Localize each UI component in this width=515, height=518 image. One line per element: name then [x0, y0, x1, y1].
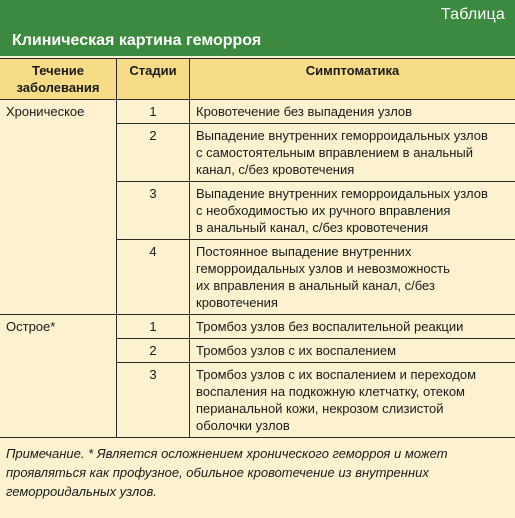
- stage-cell: 4: [117, 240, 190, 315]
- stage-cell: 2: [117, 124, 190, 182]
- table-footnote: Примечание. * Является осложнением хронического геморроя и может проявляться как профузное, обильное кровотечение из внутренних геморроидальных узлов.: [0, 438, 515, 506]
- table-title: Клиническая картина геморроя: [12, 32, 262, 49]
- column-header-symptoms: Симптоматика: [190, 59, 515, 100]
- table-label: Таблица: [440, 6, 505, 23]
- note-row: [0, 438, 515, 506]
- stage-cell: 3: [117, 182, 190, 240]
- symptoms-cell: Постоянное выпадение внутренних геморроидальных узлов и невозможность их вправления в анальный канал, с/без кровотечения: [190, 240, 515, 315]
- symptoms-cell: Тромбоз узлов с их воспалением: [190, 339, 515, 363]
- stage-cell: 1: [117, 315, 190, 339]
- course-acute: Острое*: [0, 315, 117, 438]
- course-chronic: Хроническое: [0, 100, 117, 315]
- hemorrhoid-clinical-table: [0, 58, 515, 505]
- stage-cell: 2: [117, 339, 190, 363]
- table-header-bar: [0, 0, 515, 56]
- column-header-row: [0, 59, 515, 100]
- symptoms-cell: Тромбоз узлов с их воспалением и переходом воспаления на подкожную клетчатку, отеком перианальной кожи, некрозом слизистой оболочки узлов: [190, 363, 515, 438]
- symptoms-cell: Выпадение внутренних геморроидальных узлов с необходимостью их ручного вправления в анальный канал, с/без кровотечения: [190, 182, 515, 240]
- table-row: [0, 100, 515, 124]
- symptoms-cell: Тромбоз узлов без воспалительной реакции: [190, 315, 515, 339]
- symptoms-cell: Кровотечение без выпадения узлов: [190, 100, 515, 124]
- stage-cell: 1: [117, 100, 190, 124]
- column-header-course: Течение заболевания: [0, 59, 117, 100]
- stage-cell: 3: [117, 363, 190, 438]
- symptoms-cell: Выпадение внутренних геморроидальных узлов с самостоятельным вправлением в анальный канал, с/без кровотечения: [190, 124, 515, 182]
- column-header-stage: Стадии: [117, 59, 190, 100]
- table-row: [0, 315, 515, 339]
